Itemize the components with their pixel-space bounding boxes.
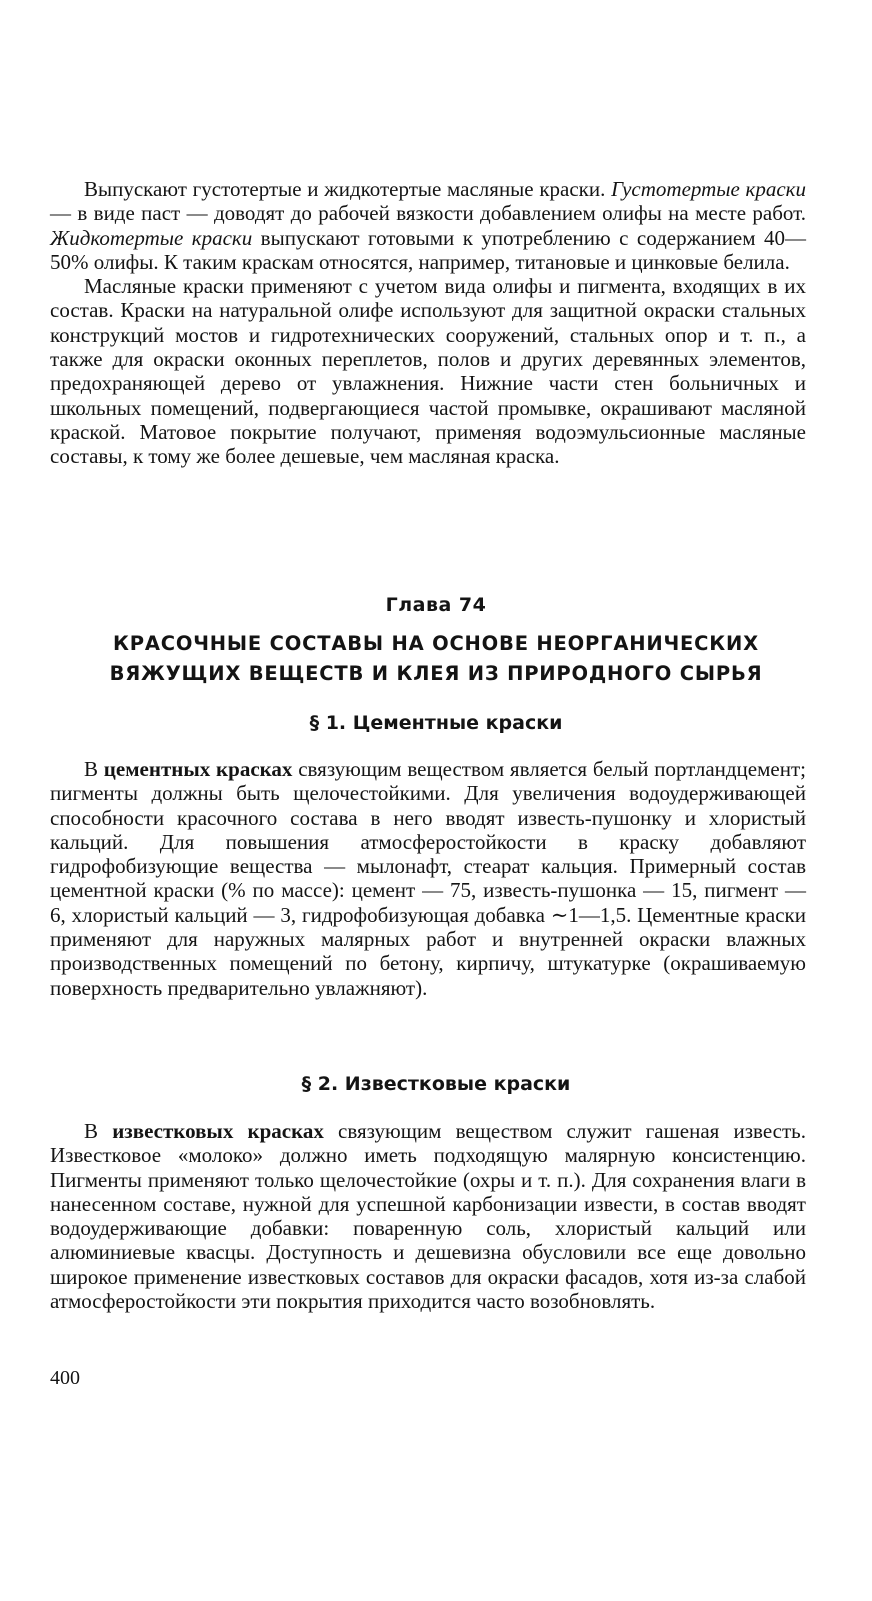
term-liquid-paints: Жидкотертые краски (50, 225, 253, 250)
section-heading-lime: § 2. Известковые краски (301, 1073, 571, 1095)
term-lime-paints: известковых красках (112, 1119, 324, 1143)
chapter-title-line-2: ВЯЖУЩИХ ВЕЩЕСТВ И КЛЕЯ ИЗ ПРИРОДНОГО СЫРЬЯ (109, 662, 763, 685)
chapter-title-line-1: КРАСОЧНЫЕ СОСТАВЫ НА ОСНОВЕ НЕОРГАНИЧЕСКИХ (113, 632, 759, 655)
chapter-title (0, 629, 872, 689)
section-lime-text (50, 1119, 806, 1313)
paragraph-cement-paints: В цементных красках связующим веществом является белый портландцемент; пигменты должны быть щелочестойкими. Для увеличения водоудерживающей способности красочного состава в него вводят известь-пушонку и хлористый кальций. Для повышения атмосферостойкости в краску добавляют гидрофобизующие вещества — мылонафт, стеарат кальция. Примерный состав цементной краски (% по массе): цемент — 75, известь-пушонка — 15, пигмент — 6, хлористый кальций — 3, гидрофобизующая добавка ∼1—1,5. Цементные краски применяют для наружных малярных работ и внутренней окраски влажных производственных помещений по бетону, кирпичу, штукатурке (окрашиваемую поверхность предварительно увлажняют). (50, 757, 806, 1000)
paragraph-lime-paints: В известковых красках связующим веществом служит гашеная известь. Известковое «молоко» должно иметь подходящую малярную консистенцию. Пигменты применяют только щелочестойкие (охры и т. п.). Для сохранения влаги в нанесенном составе, нужной для успешной карбонизации извести, в состав вводят водоудерживающие добавки: поваренную соль, хлористый кальций или алюминиевые квасцы. Доступность и дешевизна обусловили все еще довольно широкое применение известковых составов для окраски фасадов, хотя из-за слабой атмосферостойкости эти покрытия приходится часто возобновлять. (50, 1119, 806, 1314)
page-number: 400 (50, 1367, 80, 1389)
paragraph-oil-paints: Масляные краски применяют с учетом вида олифы и пигмента, входящих в их состав. Краски на натуральной олифе используют для защитной окраски стальных конструкций мостов и гидротехнических сооружений, стальных опор и т. п., а также для окраски оконных переплетов, полов и других деревянных элементов, предохраняющей дерево от увлажнения. Нижние части стен больничных и школьных помещений, подвергающиеся частой промывке, окрашивают масляной краской. Матовое покрытие получают, применяя водоэмульсионные масляные составы, к тому же более дешевые, чем масляная краска. (50, 274, 806, 469)
paragraph-paste-paints: Выпускают густотертые и жидкотертые масляные краски. Густотертые краски — в виде паст — доводят до рабочей вязкости добавлением олифы на месте работ. Жидкотертые краски выпускают готовыми к употреблению с содержанием 40—50% олифы. К таким краскам относятся, например, титановые и цинковые белила. (50, 177, 806, 274)
term-thick-paints: Густотертые краски (611, 177, 806, 201)
intro-text (50, 177, 806, 469)
chapter-label: Глава 74 (385, 594, 487, 616)
section-cement-text (50, 757, 806, 1000)
section-heading-cement: § 1. Цементные краски (309, 712, 563, 734)
term-cement-paints: цементных красках (103, 757, 293, 781)
